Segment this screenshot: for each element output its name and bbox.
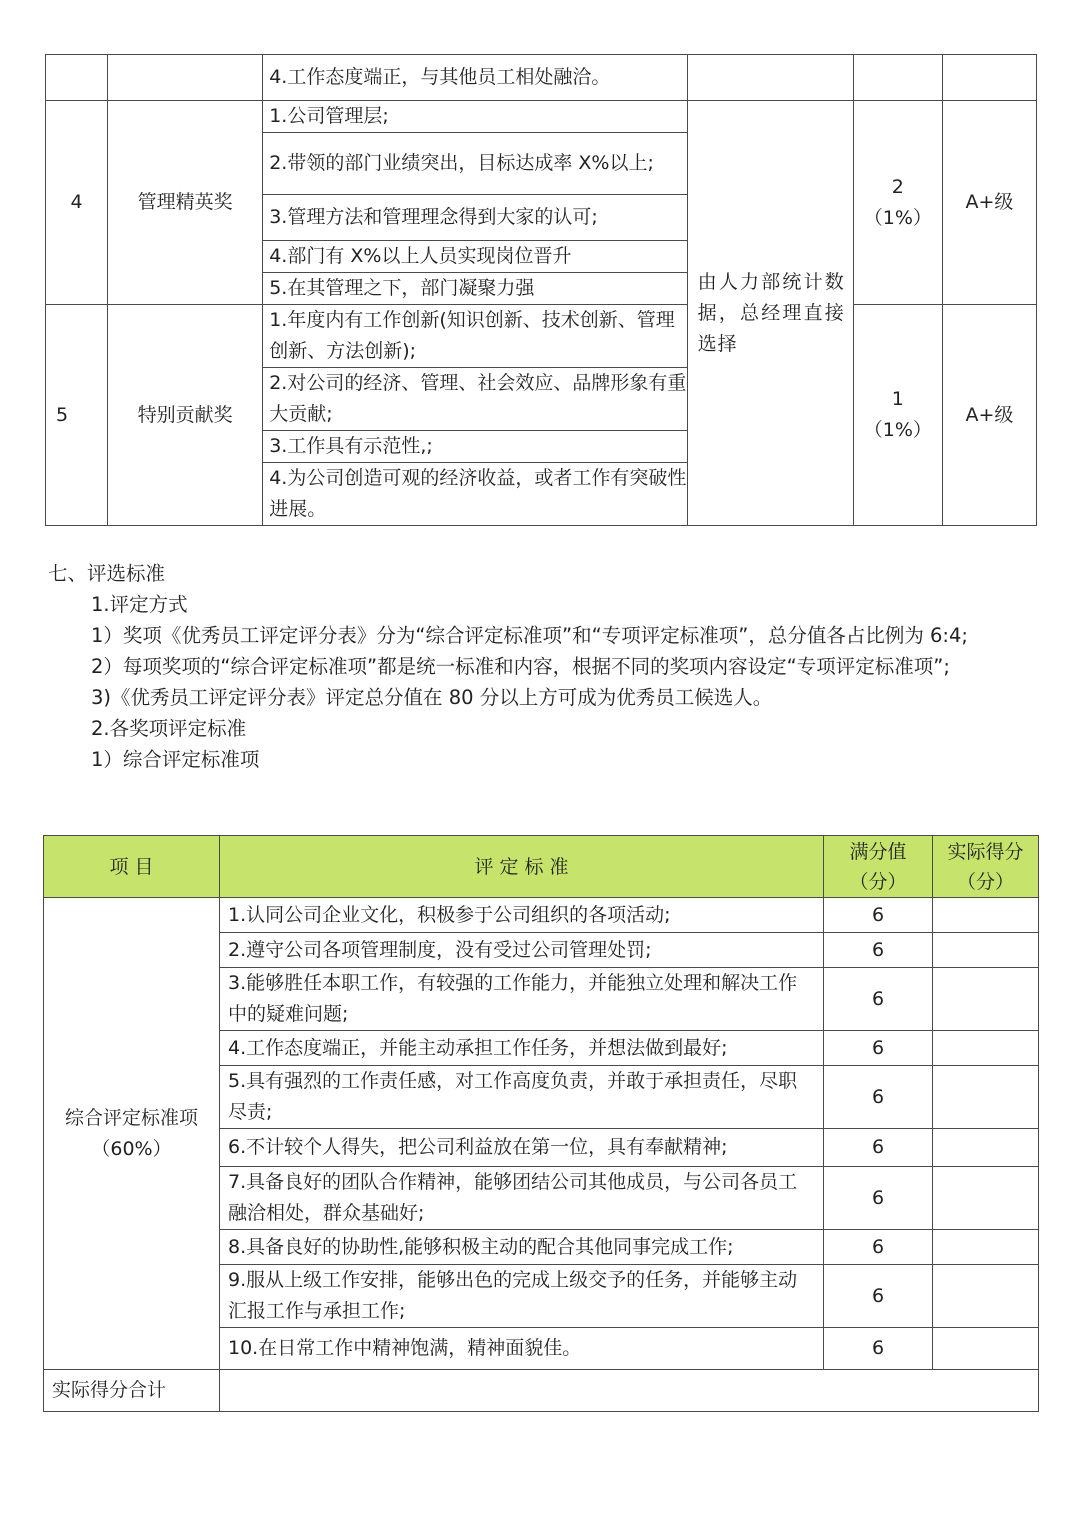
criterion-cell: 6.不计较个人得失，把公司利益放在第一位，具有奉献精神; [220, 1129, 824, 1167]
full-score-cell: 6 [824, 933, 933, 968]
section-body [48, 558, 1038, 775]
award-number: 5 [46, 305, 108, 526]
header-full-score: 满分值（分） [824, 836, 933, 898]
table-row [46, 55, 1037, 101]
criterion-cell: 4.工作态度端正，与其他员工相处融洽。 [263, 55, 687, 101]
actual-score-cell[interactable] [933, 1167, 1039, 1230]
subsection-heading: 1.评定方式 [91, 593, 188, 616]
award-level: A+级 [942, 305, 1036, 526]
criterion-cell: 4.工作态度端正，并能主动承担工作任务，并想法做到最好; [220, 1031, 824, 1066]
full-score-cell: 6 [824, 898, 933, 933]
full-score-cell: 6 [824, 1328, 933, 1370]
criterion-cell: 7.具备良好的团队合作精神，能够团结公司其他成员，与公司各员工融洽相处，群众基础好; [220, 1167, 824, 1230]
full-score-cell: 6 [824, 968, 933, 1031]
full-score-cell: 6 [824, 1265, 933, 1328]
header-criteria: 评 定 标 准 [220, 836, 824, 898]
actual-score-cell[interactable] [933, 968, 1039, 1031]
actual-score-cell[interactable] [933, 933, 1039, 968]
award-level: A+级 [942, 101, 1036, 305]
award-number: 4 [46, 101, 108, 305]
table-header-row [44, 836, 1039, 898]
criterion-cell: 3.能够胜任本职工作，有较强的工作能力，并能独立处理和解决工作中的疑难问题; [220, 968, 824, 1031]
selection-method: 由人力部统计数据，总经理直接选择 [687, 101, 853, 526]
criterion-cell: 1.公司管理层; [263, 101, 687, 133]
subsection-heading: 1）综合评定标准项 [91, 748, 260, 771]
actual-score-cell[interactable] [933, 1328, 1039, 1370]
actual-score-cell[interactable] [933, 1230, 1039, 1265]
total-label: 实际得分合计 [44, 1370, 220, 1412]
criterion-cell: 2.带领的部门业绩突出，目标达成率 X%以上; [263, 133, 687, 195]
header-actual-score: 实际得分（分） [933, 836, 1039, 898]
paragraph: 3)《优秀员工评定评分表》评定总分值在 80 分以上方可成为优秀员工候选人。 [91, 686, 773, 709]
actual-score-cell[interactable] [933, 1265, 1039, 1328]
full-score-cell: 6 [824, 1230, 933, 1265]
criterion-cell: 3.工作具有示范性,; [263, 431, 687, 463]
total-row [44, 1370, 1039, 1412]
award-quota: 1 （1%） [853, 305, 942, 526]
criterion-cell: 5.在其管理之下，部门凝聚力强 [263, 273, 687, 305]
criterion-cell: 4.为公司创造可观的经济收益，或者工作有突破性进展。 [263, 463, 687, 526]
criterion-cell: 10.在日常工作中精神饱满，精神面貌佳。 [220, 1328, 824, 1370]
actual-score-cell[interactable] [933, 1129, 1039, 1167]
score-table [43, 835, 1039, 1412]
subsection-heading: 2.各奖项评定标准 [91, 717, 247, 740]
actual-score-cell[interactable] [933, 1066, 1039, 1129]
criterion-cell: 5.具有强烈的工作责任感，对工作高度负责，并敢于承担责任，尽职尽责; [220, 1066, 824, 1129]
table-row [46, 305, 1037, 368]
paragraph: 1）奖项《优秀员工评定评分表》分为“综合评定标准项”和“专项评定标准项”，总分值各占比例为 6:4; [91, 624, 968, 647]
table-row [44, 898, 1039, 933]
actual-score-cell[interactable] [933, 898, 1039, 933]
criterion-cell: 9.服从上级工作安排，能够出色的完成上级交予的任务，并能够主动汇报工作与承担工作; [220, 1265, 824, 1328]
full-score-cell: 6 [824, 1129, 933, 1167]
award-table [45, 54, 1037, 526]
criterion-cell: 8.具备良好的协助性,能够积极主动的配合其他同事完成工作; [220, 1230, 824, 1265]
criterion-cell: 1.认同公司企业文化，积极参于公司组织的各项活动; [220, 898, 824, 933]
full-score-cell: 6 [824, 1167, 933, 1230]
full-score-cell: 6 [824, 1066, 933, 1129]
award-name: 管理精英奖 [108, 101, 263, 305]
paragraph: 2）每项奖项的“综合评定标准项”都是统一标准和内容，根据不同的奖项内容设定“专项评定标准项”; [91, 655, 950, 678]
header-item: 项 目 [44, 836, 220, 898]
category-cell: 综合评定标准项（60%） [44, 898, 220, 1370]
award-name: 特别贡献奖 [108, 305, 263, 526]
criterion-cell: 3.管理方法和管理理念得到大家的认可; [263, 195, 687, 241]
actual-score-cell[interactable] [933, 1031, 1039, 1066]
criterion-cell: 1.年度内有工作创新(知识创新、技术创新、管理创新、方法创新); [263, 305, 687, 368]
table-row [46, 101, 1037, 133]
total-value-cell[interactable] [220, 1370, 1039, 1412]
section-heading: 七、评选标准 [48, 562, 166, 585]
full-score-cell: 6 [824, 1031, 933, 1066]
criterion-cell: 4.部门有 X%以上人员实现岗位晋升 [263, 241, 687, 273]
criterion-cell: 2.遵守公司各项管理制度，没有受过公司管理处罚; [220, 933, 824, 968]
award-quota: 2 （1%） [853, 101, 942, 305]
criterion-cell: 2.对公司的经济、管理、社会效应、品牌形象有重大贡献; [263, 368, 687, 431]
